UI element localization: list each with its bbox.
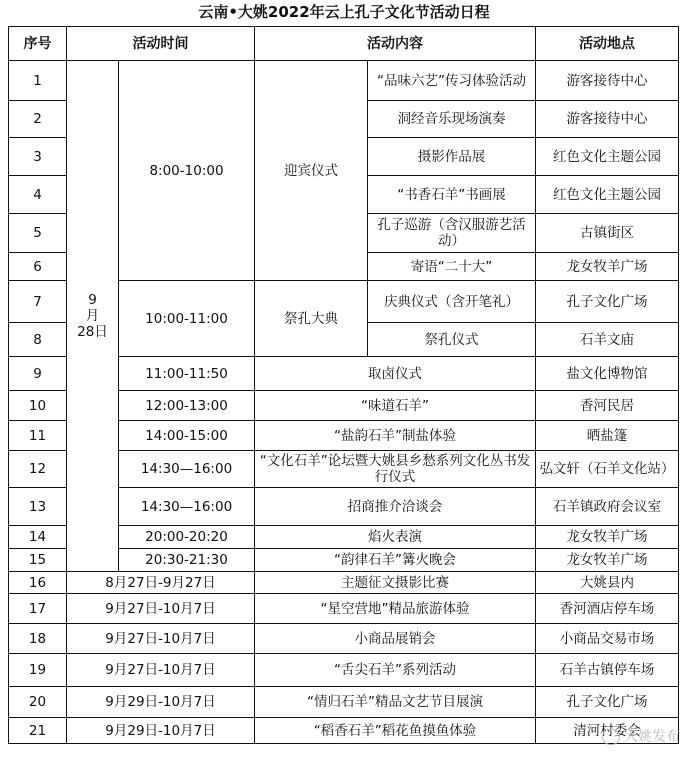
row-content: 洞经音乐现场演奏: [368, 101, 536, 138]
row-no: 14: [9, 526, 67, 549]
row-content: 摄影作品展: [368, 138, 536, 176]
row-no: 17: [9, 594, 67, 624]
table-row: [9, 61, 679, 101]
row-no: 2: [9, 101, 67, 138]
row-place: 弘文轩（石羊文化站）: [536, 451, 679, 488]
row-no: 4: [9, 176, 67, 214]
row-time: 14:30—16:00: [119, 451, 255, 488]
row-no: 1: [9, 61, 67, 101]
row-no: 19: [9, 654, 67, 687]
row-no: 12: [9, 451, 67, 488]
row-time: 9月27日-10月7日: [67, 654, 255, 687]
row-content: “情归石羊”精品文艺节目展演: [255, 687, 536, 718]
row-content: “味道石羊”: [255, 391, 536, 421]
table-row: [9, 654, 679, 687]
row-time: 14:30—16:00: [119, 488, 255, 526]
row-no: 18: [9, 624, 67, 654]
row-content: “星空营地”精品旅游体验: [255, 594, 536, 624]
row-place: 盐文化博物馆: [536, 357, 679, 391]
wechat-icon: [602, 729, 620, 745]
row-content: “书香石羊”书画展: [368, 176, 536, 214]
row-time: 9月29日-10月7日: [67, 718, 255, 744]
row-time: 14:00-15:00: [119, 421, 255, 451]
row-time: 8月27日-9月27日: [67, 572, 255, 594]
row-no: 21: [9, 718, 67, 744]
row-no: 15: [9, 549, 67, 572]
row-place: 小商品交易市场: [536, 624, 679, 654]
table-row: [9, 594, 679, 624]
row-content: “盐韵石羊”制盐体验: [255, 421, 536, 451]
header-row: [9, 27, 679, 61]
row-no: 11: [9, 421, 67, 451]
row-no: 10: [9, 391, 67, 421]
row-no: 5: [9, 214, 67, 253]
group-time-sacrifice: 10:00-11:00: [119, 281, 255, 357]
row-content: 小商品展销会: [255, 624, 536, 654]
header-content: 活动内容: [255, 27, 536, 61]
row-no: 8: [9, 323, 67, 357]
row-place: 石羊文庙: [536, 323, 679, 357]
row-no: 9: [9, 357, 67, 391]
table-row: [9, 572, 679, 594]
row-place: 龙女牧羊广场: [536, 526, 679, 549]
row-content: “舌尖石羊”系列活动: [255, 654, 536, 687]
row-place: 香河民居: [536, 391, 679, 421]
row-place: 古镇街区: [536, 214, 679, 253]
row-place: 龙女牧羊广场: [536, 549, 679, 572]
header-place: 活动地点: [536, 27, 679, 61]
row-place: 石羊镇政府会议室: [536, 488, 679, 526]
row-place: 龙女牧羊广场: [536, 253, 679, 281]
row-content: “品味六艺”传习体验活动: [368, 61, 536, 101]
row-place: 红色文化主题公园: [536, 176, 679, 214]
row-place: 大姚县内: [536, 572, 679, 594]
row-place: 孔子文化广场: [536, 281, 679, 323]
row-content: “韵律石羊”篝火晚会: [255, 549, 536, 572]
date-cell: [67, 61, 119, 572]
date-line: 月: [85, 308, 100, 324]
row-time: 11:00-11:50: [119, 357, 255, 391]
row-place: 香河酒店停车场: [536, 594, 679, 624]
table-row: [9, 718, 679, 744]
row-place: 清河村委会: [536, 718, 679, 744]
date-line: 9: [88, 292, 97, 308]
row-time: 20:00-20:20: [119, 526, 255, 549]
row-content: 寄语“二十大”: [368, 253, 536, 281]
watermark: [602, 726, 680, 746]
row-content: 取卤仪式: [255, 357, 536, 391]
table-row: [9, 687, 679, 718]
group-label-sacrifice: 祭孔大典: [255, 281, 368, 357]
row-time: 12:00-13:00: [119, 391, 255, 421]
group-label-welcome: 迎宾仪式: [255, 61, 368, 281]
row-no: 3: [9, 138, 67, 176]
page-title: 云南•大姚2022年云上孔子文化节活动日程: [198, 3, 490, 21]
row-place: 石羊古镇停车场: [536, 654, 679, 687]
date-line: 28日: [77, 324, 108, 340]
row-no: 20: [9, 687, 67, 718]
row-no: 16: [9, 572, 67, 594]
row-no: 7: [9, 281, 67, 323]
row-content: “文化石羊”论坛暨大姚县乡愁系列文化丛书发行仪式: [255, 451, 536, 488]
row-content: 孔子巡游（含汉服游艺活动）: [368, 214, 536, 253]
group-time-welcome: 8:00-10:00: [119, 61, 255, 281]
table-row: [9, 624, 679, 654]
row-content: 招商推介洽谈会: [255, 488, 536, 526]
watermark-text: 大姚发布: [624, 729, 680, 745]
row-place: 游客接待中心: [536, 101, 679, 138]
header-no: 序号: [9, 27, 67, 61]
schedule-table: [8, 26, 679, 744]
row-no: 6: [9, 253, 67, 281]
row-place: 游客接待中心: [536, 61, 679, 101]
row-content: 焰火表演: [255, 526, 536, 549]
row-no: 13: [9, 488, 67, 526]
header-time: 活动时间: [67, 27, 255, 61]
row-place: 红色文化主题公园: [536, 138, 679, 176]
row-time: 9月29日-10月7日: [67, 687, 255, 718]
row-content: 主题征文摄影比赛: [255, 572, 536, 594]
row-time: 9月27日-10月7日: [67, 594, 255, 624]
row-time: 9月27日-10月7日: [67, 624, 255, 654]
row-place: 晒盐篷: [536, 421, 679, 451]
row-content: 祭孔仪式: [368, 323, 536, 357]
row-content: 庆典仪式（含开笔礼）: [368, 281, 536, 323]
row-time: 20:30-21:30: [119, 549, 255, 572]
row-content: “稻香石羊”稻花鱼摸鱼体验: [255, 718, 536, 744]
row-place: 孔子文化广场: [536, 687, 679, 718]
